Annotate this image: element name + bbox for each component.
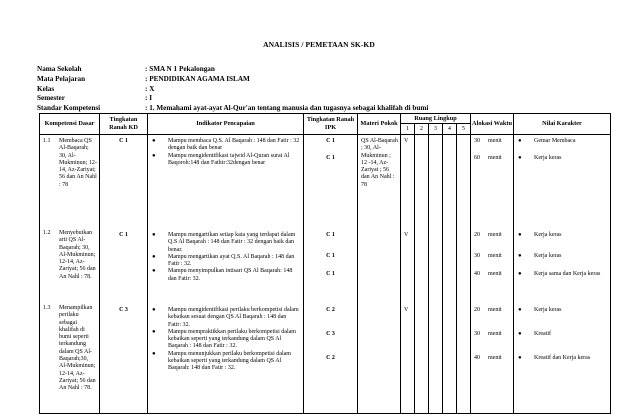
nilai-item: ● Kreatif <box>518 331 552 337</box>
bullet-icon: ● <box>518 355 522 361</box>
indikator-item: ● Mampu membaca Q.S. Al Baqarah : 148 dan Fatir : 32 dengan baik dan benar <box>152 138 300 152</box>
meta-value: : PENDIDIKAN AGAMA ISLAM <box>145 74 250 83</box>
table-body-row <box>40 135 611 414</box>
alokasi-item: 20 menit <box>474 307 502 313</box>
bullet-icon: ● <box>518 307 522 313</box>
meta-label: Kelas <box>37 84 55 93</box>
rl-number-1: 1 <box>401 124 415 135</box>
alokasi-item: 40 menit <box>474 355 502 361</box>
indikator-item: ● Mampu mengartikan setiap kata yang terdapat dalam Q.S Al Baqarah : 148 dan Fatir : 32 dengan baik dan benar. <box>152 232 296 253</box>
materi-text: QS Al-Baqarah ; 30, Al-Mukminun ; 12 -14, Az-Zariyat ; 56 dan An Nahl : 78 <box>361 138 398 188</box>
bullet-icon: ● <box>152 350 156 357</box>
indikator-item: ● Mampu mengidentifikasi perilaku berkompetisi dalam kebaikan sesuai dengan QS Al Baqarah : 148 dan Fatir: 32. <box>152 307 299 328</box>
indikator-list <box>148 307 303 373</box>
meta-label: Mata Pelajaran <box>37 74 86 83</box>
ranah-kd-value: C 1 <box>119 138 128 144</box>
cell-materi <box>358 135 401 414</box>
bullet-icon: ● <box>518 232 522 238</box>
cell-rl-1 <box>401 135 415 414</box>
indikator-item: ● Mampu menyimpulkan intisari QS Al Baqarah: 148 dan Fatir: 32. <box>152 268 293 282</box>
ranah-ipk-value: C 2 <box>326 355 335 361</box>
kd-item <box>40 305 99 393</box>
kd-number: 1.2 <box>43 230 51 236</box>
cell-alokasi <box>471 135 514 414</box>
ranah-ipk-value: C 1 <box>326 253 335 259</box>
ranah-ipk-value: C 2 <box>326 307 335 313</box>
header-materi: Materi Pokok <box>358 114 401 135</box>
meta-label: Nama Sekolah <box>37 65 82 73</box>
bullet-icon: ● <box>152 232 156 238</box>
indikator-item: ● Mampu mengidentifikasi tajwid Al-Quran surat Al Baqoroh:148 dan Fathir:32dengan benar <box>152 152 290 166</box>
bullet-icon: ● <box>518 271 522 277</box>
meta-label: Semester <box>37 94 65 103</box>
meta-value: : 1. Memahami ayat-ayat Al-Qur'an tentang manusia dan tugasnya sebagai khalifah di bumi <box>145 104 429 113</box>
ranah-ipk-value: C 1 <box>326 138 335 144</box>
cell-ranah-kd <box>100 135 148 414</box>
check-mark: V <box>404 232 409 238</box>
cell-rl-4 <box>443 135 457 414</box>
alokasi-item: 30 menit <box>474 138 502 144</box>
meta-value: : I <box>145 94 152 103</box>
bullet-icon: ● <box>152 253 156 260</box>
ranah-kd-value: C 3 <box>119 307 128 313</box>
meta-value: : X <box>145 84 155 93</box>
cell-kompetensi <box>40 135 100 414</box>
nilai-item: ● Kerja keras <box>518 253 562 259</box>
nilai-item: ● Gemar Membaca <box>518 138 576 144</box>
bullet-icon: ● <box>152 138 156 144</box>
header-tingkatan-kd: Tingkatan Ranah KD <box>100 114 148 135</box>
kd-text: Menyebutkan arti QS Al-Baqarah; 30, Al-Mukminun; 12-14, Az-Zariyat; 56 dan An Nahl : 78. <box>59 230 96 280</box>
indikator-item: ● Mampu menunjukkan perilaku berkompetisi dalam kebaikan seperti yang terkandung dalam QS Al Baqarah: 148 dan Fatir : 32. <box>152 350 291 372</box>
cell-rl-5 <box>457 135 471 414</box>
bullet-icon: ● <box>518 331 522 337</box>
kd-number: 1.1 <box>43 138 51 144</box>
rl-number-3: 3 <box>429 124 443 135</box>
ranah-ipk-value: C 1 <box>326 271 335 277</box>
header-ruang-lingkup: Ruang Lingkup <box>401 114 471 124</box>
check-mark: V <box>404 138 409 144</box>
meta-value: : SMA N 1 Pekalongan <box>145 65 215 73</box>
meta-semester <box>37 94 607 104</box>
bullet-icon: ● <box>518 253 522 259</box>
alokasi-item: 30 menit <box>474 253 502 259</box>
alokasi-item: 30 menit <box>474 331 502 337</box>
document-meta <box>37 65 607 114</box>
kd-item <box>40 230 99 281</box>
cell-nilai <box>514 135 611 414</box>
meta-subject <box>37 75 607 85</box>
header-tingkatan-ipk: Tingkatan Ranah IPK <box>304 114 358 135</box>
bullet-icon: ● <box>518 138 522 144</box>
nilai-item: ● Kerja keras <box>518 155 562 161</box>
nilai-item: ● Kerja keras <box>518 307 562 313</box>
indikator-item: ● Mampu mengartikan ayat Q.S. Al Baqarah : 148 dan Fatir : 32. <box>152 253 295 268</box>
check-mark: V <box>404 307 409 313</box>
bullet-icon: ● <box>152 328 156 335</box>
alokasi-item: 20 menit <box>474 232 502 238</box>
kd-text: Menampilkan perilaku sebagai khalifah di bumi seperti terkandung dalam QS Al-Baqarah;30, Al-Mukminun; 12-14, Az-Zariyat; 56 dan An Nahl : 78. <box>59 305 96 392</box>
header-kompetensi: Kompetensi Dasar <box>40 114 100 135</box>
nilai-item: ● Kerja sama dan Kerja keras <box>518 271 601 277</box>
header-alokasi: Alokasi Waktu <box>471 114 514 135</box>
document-title: ANALISIS / PEMETAAN SK-KD <box>263 40 375 49</box>
table-header-row <box>40 114 611 124</box>
bullet-icon: ● <box>152 268 156 275</box>
cell-rl-3 <box>429 135 443 414</box>
ranah-ipk-value: C 1 <box>326 155 335 161</box>
ranah-kd-value: C 1 <box>119 232 128 238</box>
indikator-list <box>148 232 303 283</box>
rl-number-5: 5 <box>457 124 471 135</box>
bullet-icon: ● <box>152 307 156 313</box>
indikator-item: ● Mampu mempraktikkan perilaku berkompetisi dalam kebaikan seperti yang terkandung dalam QS Al Baqarah : 148 dan Fatir : 32. <box>152 328 296 350</box>
rl-number-2: 2 <box>415 124 429 135</box>
kd-number: 1.3 <box>43 305 51 311</box>
rl-number-4: 4 <box>443 124 457 135</box>
meta-school <box>37 65 607 75</box>
indikator-list <box>148 138 303 167</box>
cell-ranah-ipk <box>304 135 358 414</box>
kd-item <box>40 138 99 189</box>
bullet-icon: ● <box>518 155 522 161</box>
bullet-icon: ● <box>152 152 156 159</box>
header-indikator: Indikator Pencapaian <box>148 114 304 135</box>
header-nilai: Nilai Karakter <box>514 114 611 135</box>
meta-class <box>37 85 607 95</box>
nilai-item: ● Kreatif dan Kerja keras <box>518 355 591 361</box>
kd-text: Membaca QS Al-Baqarah; 30, Al-Mukminun; 12-14, Az-Zariyat; 56 dan An Nahl : 78 <box>59 138 97 188</box>
ranah-ipk-value: C 1 <box>326 232 335 238</box>
cell-indikator <box>148 135 304 414</box>
alokasi-item: 60 menit <box>474 155 502 161</box>
ranah-ipk-value: C 3 <box>326 331 335 337</box>
nilai-item: ● Kerja keras <box>518 232 562 238</box>
meta-label: Standar Kompetensi <box>37 104 101 113</box>
alokasi-item: 40 menit <box>474 271 502 277</box>
mapping-table <box>39 113 611 414</box>
cell-rl-2 <box>415 135 429 414</box>
